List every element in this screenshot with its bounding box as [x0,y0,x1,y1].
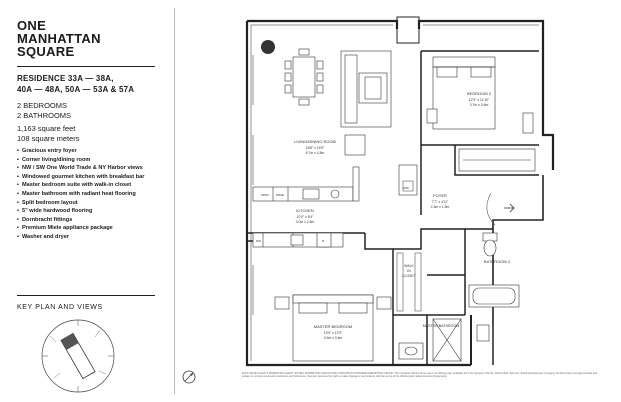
column [397,17,419,43]
wd-label: W/D [403,186,409,190]
brand-logo [17,19,101,58]
feature-item: ▪ Master bathroom with radiant heat flooring [17,190,144,199]
info-panel [0,0,172,402]
feature-item: ▪ Washer and dryer [17,233,144,242]
walk-in-closet-label-3: CLOSET [402,274,416,278]
living-room-dim-imperial: 18'8" x 15'9" [305,146,325,150]
bedroom-2-dim-imperial: 12'3" x 11'10" [468,98,490,102]
key-plan-building [61,333,95,378]
bedroom-2-dim-metric: 3.7m x 3.6m [469,103,489,107]
walk-in-closet-label-2: IN [407,269,411,273]
walk-in-closet-label-1: WALK [404,264,414,268]
refrigerator-label: R [322,239,325,243]
legal-disclaimer: EXCLUSIVE SALES & MARKETING AGENT: EXTELL MARKETING GROUP AND CORCORAN SUNSHINE MARKETING GROUP. The complete offering terms are in an offering plan available from the Sponsor. File No. CD14-0124. Sponsor: Extell Development Company. All dimensions are approximate and subject to normal construction variances and tolerances. Sponsor reserves the right to make changes in accordance with the terms of the offering plan. Equal Housing Opportunity. [242,372,598,379]
kitchen-label: KITCHEN [296,208,314,213]
master-bedroom-dim-metric: 3.9m x 3.6m [323,336,343,340]
feature-item: ▪ Premium Miele appliance package [17,224,144,233]
master-bathroom-label: MASTER BATHROOM [422,324,460,328]
kitchen-dim-metric: 3.0m x 2.5m [295,220,315,224]
feature-item: ▪ Gracious entry foyer [17,147,144,156]
residence-title [17,73,134,95]
wd-closet [399,165,417,195]
bedroom-2-label: BEDROOM 2 [466,91,492,96]
panel-divider [174,8,175,394]
spdv-label: SPDV [261,193,270,197]
bathroom-count: 2 BATHROOMS [17,111,72,120]
living-room-dim-metric: 5.7m x 4.8m [305,151,325,155]
key-plan-circle [42,320,114,392]
feature-item: ▪ NW / SW One World Trade & NY Harbor views [17,164,144,173]
unit-area [17,124,80,144]
corner-column [261,40,275,54]
residence-line-1: RESIDENCE 33A — 38A, [17,74,114,83]
armchair [345,135,365,155]
wine-label: WINE [276,193,284,197]
feature-item: ▪ Windowed gourmet kitchen with breakfast bar [17,173,144,182]
entry-arrow [504,204,514,212]
walk-in-closet-shelves [397,253,421,311]
master-bedroom-label: MASTER BEDROOM [313,324,353,329]
floor-plan [233,15,583,372]
keyplan-title: KEY PLAN AND VIEWS [17,304,103,311]
kitchen-counter [253,167,359,247]
bed-bath-count [17,101,71,121]
living-room-label: LIVING/DINING ROOM [294,139,336,144]
brand-line-2: MANHATTAN [17,31,101,46]
area-sqm: 108 square meters [17,134,80,143]
feature-item: ▪ Split bedroom layout [17,199,144,208]
master-bedroom-dim-imperial: 13'0" x 12'0" [323,331,343,335]
foyer-dim-imperial: 7'7" x 4'11" [431,200,449,204]
living-sofa [341,51,391,127]
foyer-dim-metric: 2.3m x 1.5m [430,205,450,209]
kitchen-dim-imperial: 10'0" x 8'4" [296,215,314,219]
dw-label: DW [256,239,261,243]
bathroom-2-fixtures [469,233,519,307]
foyer-label: FOYER [433,193,447,198]
bedroom-count: 2 BEDROOMS [17,101,68,110]
key-plan-diagram [38,316,118,396]
brand-line-3: SQUARE [17,44,75,59]
residence-line-2: 40A — 48A, 50A — 53A & 57A [17,85,135,94]
dining-table [285,49,323,105]
feature-list [17,147,144,242]
bathroom-2-label: BATHROOM 2 [483,259,511,264]
bedroom-2-closet [459,149,535,171]
feature-item: ▪ Corner living/dining room [17,156,144,165]
area-sqft: 1,163 square feet [17,124,76,133]
brand-line-1: ONE [17,18,47,33]
north-arrow-icon [182,370,196,384]
divider-rule [17,295,155,296]
feature-item: ▪ 5" wide hardwood flooring [17,207,144,216]
divider-rule [17,66,155,67]
feature-item: ▪ Dornbracht fittings [17,216,144,225]
feature-item: ▪ Master bedroom suite with walk-in closet [17,181,144,190]
